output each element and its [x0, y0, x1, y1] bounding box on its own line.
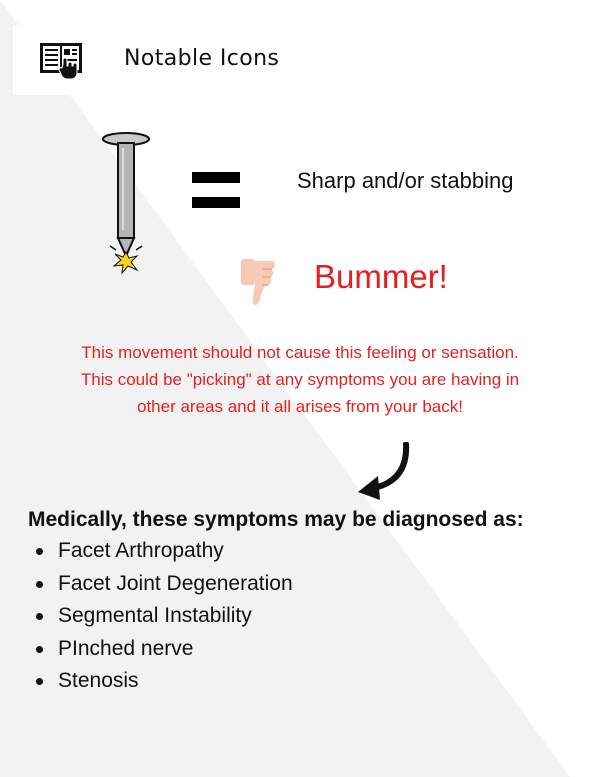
warning-text	[20, 339, 580, 420]
bullet-icon	[36, 581, 43, 588]
list-item-label: Facet Joint Degeneration	[58, 571, 293, 595]
verdict-label: Bummer!	[314, 258, 448, 295]
warning-line: other areas and it all arises from your back!	[137, 397, 463, 416]
list-item-label: Stenosis	[58, 669, 139, 692]
list-item-label: Facet Arthropathy	[58, 539, 224, 562]
nail-icon	[96, 130, 156, 280]
bullet-icon	[36, 548, 43, 555]
equals-sign	[192, 172, 240, 208]
list-item	[28, 667, 293, 700]
header-icon-card	[13, 25, 96, 95]
list-item-label: PInched nerve	[58, 636, 194, 660]
list-item-label: Segmental Instability	[58, 604, 252, 627]
bullet-icon	[36, 646, 43, 653]
warning-line: This could be "picking" at any symptoms you are having in	[80, 370, 520, 389]
bullet-icon	[36, 613, 43, 620]
reading-book-icon	[39, 40, 83, 80]
list-item	[28, 570, 293, 603]
bullet-icon	[36, 678, 43, 685]
curved-arrow-icon	[352, 442, 418, 504]
list-item	[28, 602, 293, 635]
list-item	[28, 537, 293, 570]
list-item	[28, 635, 293, 668]
sensation-description: Sharp and/or stabbing	[297, 168, 514, 193]
diagnosis-list	[28, 537, 293, 700]
thumbs-down-icon	[233, 253, 289, 309]
warning-line: This movement should not cause this feeling or sensation.	[81, 343, 519, 362]
diagnosis-title: Medically, these symptoms may be diagnosed as:	[28, 508, 524, 531]
page-title: Notable Icons	[124, 46, 280, 71]
